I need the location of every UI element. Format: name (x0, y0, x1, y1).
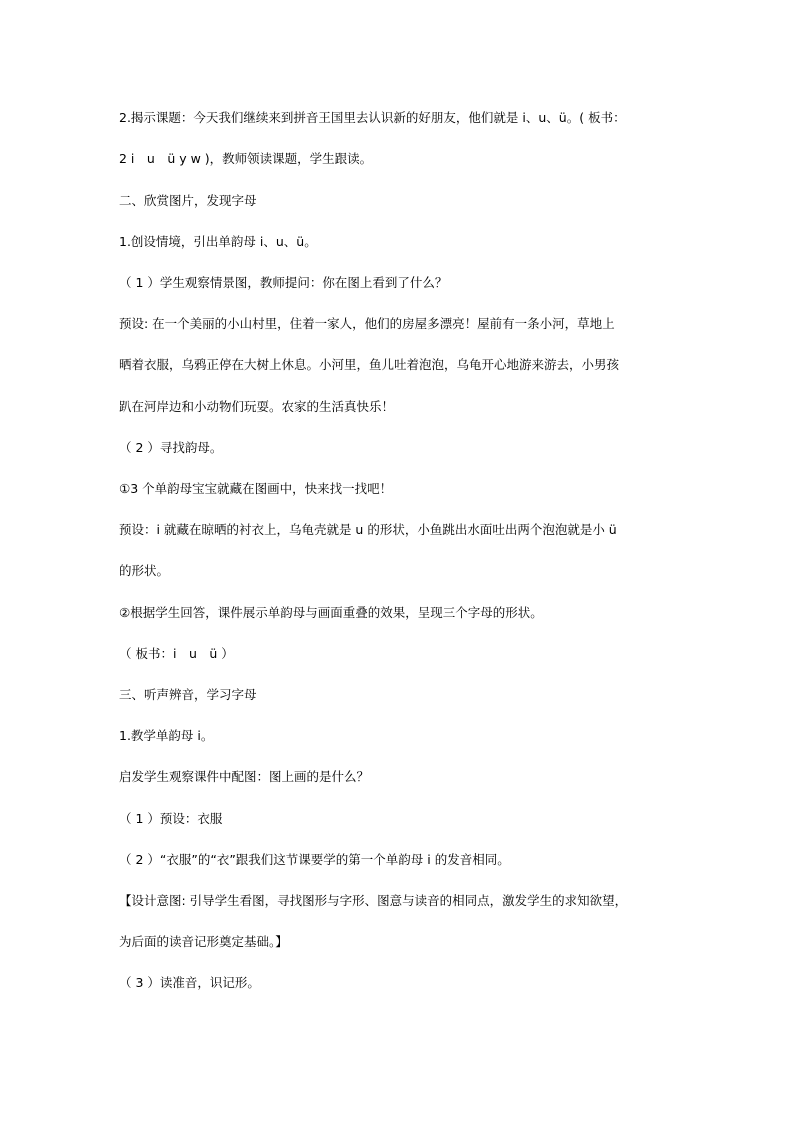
paragraph-line-13: ②根据学生回答，课件展示单韵母与画面重叠的效果，呈现三个字母的形状。 (119, 605, 543, 620)
paragraph-line-22: （ 3 ）读准音，识记形。 (119, 975, 260, 990)
section-heading-3: 三、听声辨音，学习字母 (119, 687, 257, 702)
paragraph-line-9: （ 2 ）寻找韵母。 (119, 440, 223, 455)
paragraph-line-18: （ 1 ）预设：衣服 (119, 811, 223, 826)
paragraph-line-7: 晒着衣服，乌鸦正停在大树上休息。小河里，鱼儿吐着泡泡，乌龟开心地游来游去，小男孩 (119, 357, 620, 372)
paragraph-line-11: 预设：i 就藏在晾晒的衬衣上，乌龟壳就是 u 的形状，小鱼跳出水面吐出两个泡泡就是小 ü (119, 522, 617, 537)
design-intent-line-1: 【设计意图: 引导学生看图，寻找图形与字形、图意与读音的相同点，激发学生的求知欲望， (119, 893, 628, 908)
paragraph-line-6: 预设: 在一个美丽的小山村里，住着一家人，他们的房屋多漂亮！屋前有一条小河，草地上 (119, 316, 615, 331)
paragraph-line-19: （ 2 ）“衣服”的“衣”跟我们这节课要学的第一个单韵母 i 的发音相同。 (119, 852, 510, 867)
paragraph-line-4: 1.创设情境，引出单韵母 i、u、ü。 (119, 234, 317, 249)
paragraph-line-17: 启发学生观察课件中配图：图上画的是什么？ (119, 769, 370, 784)
paragraph-line-16: 1.教学单韵母 i。 (119, 728, 214, 743)
section-heading-2: 二、欣赏图片，发现字母 (119, 193, 257, 208)
paragraph-line-1: 2.揭示课题：今天我们继续来到拼音王国里去认识新的好朋友，他们就是 i、u、ü。( 板书： (119, 110, 626, 125)
paragraph-line-8: 趴在河岸边和小动物们玩耍。农家的生活真快乐！ (119, 399, 395, 414)
paragraph-line-2: 2 i u ü y w )，教师领读课题，学生跟读。 (119, 151, 373, 166)
design-intent-line-2: 为后面的读音记形奠定基础。】 (119, 934, 288, 949)
paragraph-line-10: ①3 个单韵母宝宝就藏在图画中，快来找一找吧！ (119, 481, 393, 496)
paragraph-line-14: （ 板书：i u ü ） (119, 646, 234, 661)
paragraph-line-12: 的形状。 (119, 563, 170, 578)
paragraph-line-5: （ 1 ）学生观察情景图，教师提问：你在图上看到了什么？ (119, 275, 448, 290)
